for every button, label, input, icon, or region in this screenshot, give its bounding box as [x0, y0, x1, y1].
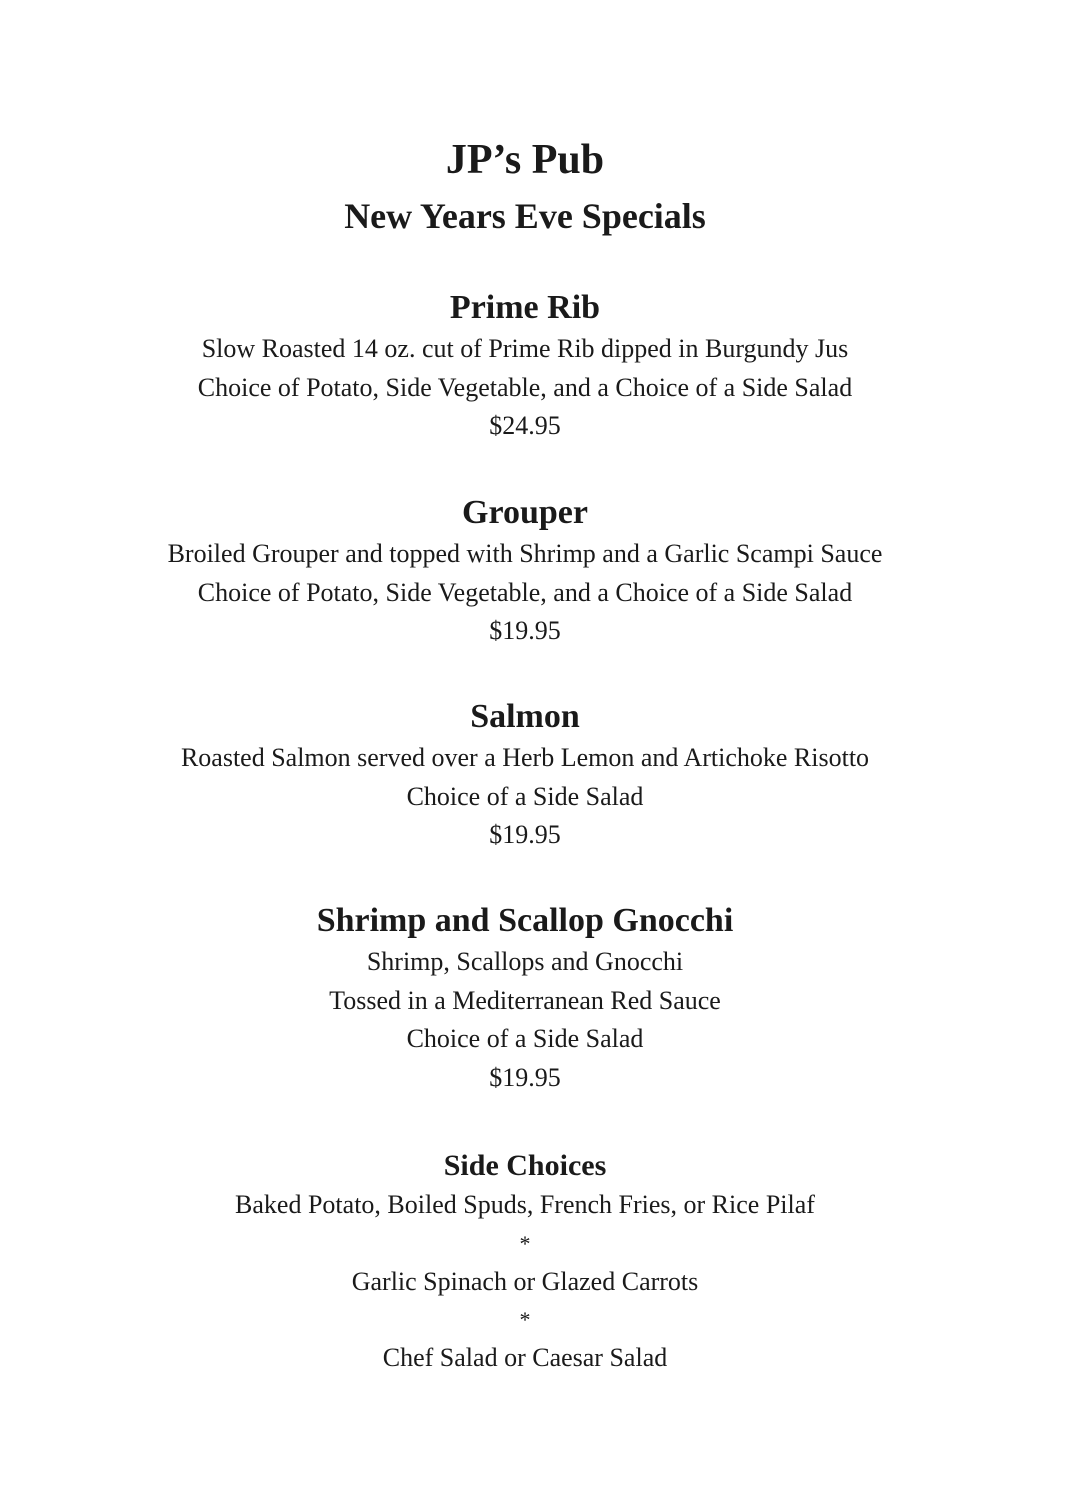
special-description: Tossed in a Mediterranean Red Sauce — [329, 985, 721, 1015]
side-salad-options: Chef Salad or Caesar Salad — [382, 1343, 668, 1372]
special-description: Shrimp, Scallops and Gnocchi — [366, 947, 684, 976]
special-shrimp-scallop-gnocchi — [0, 899, 1050, 1097]
special-description: Broiled Grouper and topped with Shrimp and a Garlic Scampi Sauce — [167, 539, 883, 568]
special-description: Choice of Potato, Side Vegetable, and a Choice of a Side Salad — [197, 372, 853, 402]
side-vegetable-options: Garlic Spinach or Glazed Carrots — [351, 1266, 699, 1296]
special-price: $19.95 — [489, 616, 561, 645]
special-description: Choice of Potato, Side Vegetable, and a Choice of a Side Salad — [197, 577, 853, 607]
special-description: Choice of a Side Salad — [406, 1024, 644, 1053]
special-name: Prime Rib — [449, 289, 601, 326]
special-grouper — [0, 491, 1050, 651]
special-price: $19.95 — [489, 820, 561, 849]
menu-subtitle: New Years Eve Specials — [344, 196, 706, 236]
special-price: $19.95 — [489, 1062, 561, 1092]
special-name: Grouper — [462, 494, 588, 531]
special-price: $24.95 — [489, 411, 561, 440]
separator-asterisk: * — [519, 1230, 531, 1256]
separator-asterisk: * — [519, 1307, 531, 1332]
restaurant-title: JP’s Pub — [445, 137, 605, 183]
side-potato-options: Baked Potato, Boiled Spuds, French Fries, or Rice Pilaf — [235, 1190, 815, 1219]
special-prime-rib — [0, 286, 1050, 446]
special-salmon — [0, 695, 1050, 855]
special-name: Salmon — [470, 698, 580, 735]
special-description: Choice of a Side Salad — [406, 781, 644, 811]
special-name: Shrimp and Scallop Gnocchi — [316, 902, 734, 939]
special-description: Slow Roasted 14 oz. cut of Prime Rib dipped in Burgundy Jus — [201, 334, 849, 363]
special-description: Roasted Salmon served over a Herb Lemon and Artichoke Risotto — [180, 743, 870, 772]
side-choices-title: Side Choices — [443, 1149, 607, 1182]
side-choices — [0, 1146, 1050, 1378]
